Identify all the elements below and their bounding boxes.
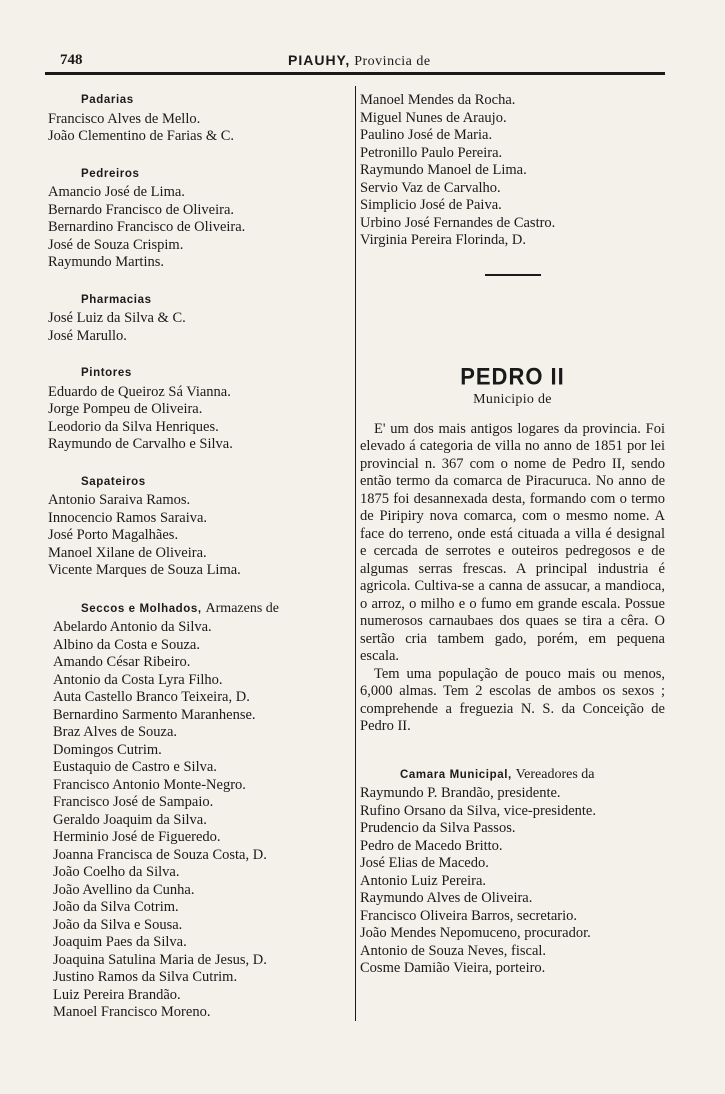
section-2 (48, 292, 348, 346)
list-item: Joaquim Paes da Silva. (53, 934, 187, 950)
section-3 (48, 365, 348, 454)
list-item: Bernardo Francisco de Oliveira. (48, 201, 235, 218)
list-item: Francisco José de Sampaio. (53, 794, 214, 810)
list-item: Braz Alves de Souza. (53, 724, 178, 740)
list-item: Antonio de Souza Neves, fiscal. (360, 942, 547, 959)
list-item: Eduardo de Queiroz Sá Vianna. (48, 383, 231, 400)
left-column (48, 92, 348, 1042)
list-item: José Luiz da Silva & C. (48, 310, 186, 326)
section-heading (48, 166, 348, 184)
section-heading-label: Pharmacias (81, 293, 152, 306)
list-item: Bernardino Francisco de Oliveira. (48, 219, 246, 235)
list-item: Servio Vaz de Carvalho. (360, 179, 501, 196)
list-item: Vicente Marques de Souza Lima. (48, 562, 241, 578)
list-item: Jorge Pompeu de Oliveira. (48, 401, 203, 417)
section-heading-label: Padarias (81, 94, 134, 106)
list-item: Amancio José de Lima. (48, 184, 185, 200)
list-item: Joanna Francisca de Souza Costa, D. (53, 846, 267, 863)
list-item: Luiz Pereira Brandão. (53, 986, 181, 1003)
list-item: Antonio Saraiva Ramos. (48, 492, 191, 508)
list-item: Francisco Oliveira Barros, secretario. (360, 907, 578, 924)
section-heading-label: Seccos e Molhados, (81, 602, 202, 615)
section-heading (48, 365, 348, 383)
list-item: Geraldo Joaquim da Silva. (53, 811, 207, 828)
section-4 (48, 474, 348, 580)
running-title-province: PIAUHY, (288, 52, 351, 68)
list-item: João Coelho da Silva. (53, 864, 180, 880)
list-item: Raymundo de Carvalho e Silva. (48, 436, 233, 452)
list-item: Manoel Xilane de Oliveira. (48, 544, 207, 561)
list-item: Pedro de Macedo Britto. (360, 837, 503, 854)
list-item: João Avellino da Cunha. (53, 881, 195, 898)
list-item: João Mendes Nepomuceno, procurador. (360, 925, 591, 941)
camara-section (360, 766, 665, 978)
section-heading (48, 474, 348, 492)
list-item: Raymundo Alves de Oliveira. (360, 890, 533, 906)
list-item: Amando César Ribeiro. (53, 654, 191, 670)
list-item: Eustaquio de Castro e Silva. (53, 759, 217, 775)
header-rule (45, 72, 665, 75)
section-heading-label: Pedreiros (81, 167, 140, 180)
town-subtitle: Municipio de (473, 392, 552, 407)
section-heading-label: Sapateiros (81, 475, 146, 488)
description-paragraph-2: Tem uma população de pouco mais ou menos, 6,000 almas. Tem 2 escolas de ambos os sexos ; comprehende a freguezia N. S. da Conceição de Pedro II. (360, 665, 665, 734)
section-separator (485, 274, 541, 276)
camara-heading-tail: Vereadores da (515, 766, 595, 782)
town-title: PEDRO II (460, 362, 565, 390)
list-item: Petronillo Paulo Pereira. (360, 144, 503, 161)
town-description (360, 421, 665, 736)
list-item: Antonio Luiz Pereira. (360, 872, 487, 889)
section-heading (48, 292, 348, 310)
page-header (60, 50, 665, 72)
list-item: Cosme Damião Vieira, porteiro. (360, 960, 546, 976)
list-item: José Porto Magalhães. (48, 527, 179, 543)
list-item: Francisco Alves de Mello. (48, 110, 201, 127)
list-item: Antonio da Costa Lyra Filho. (53, 671, 223, 688)
list-item: João Clementino de Farias & C. (48, 128, 235, 144)
continued-list (360, 92, 665, 250)
running-title (288, 52, 431, 70)
list-item: Manoel Francisco Moreno. (53, 1004, 211, 1020)
list-item: Raymundo Martins. (48, 254, 164, 270)
list-item: Innocencio Ramos Saraiva. (48, 509, 208, 526)
section-0 (48, 92, 348, 146)
list-item: Raymundo Manoel de Lima. (360, 162, 527, 178)
list-item: Miguel Nunes de Araujo. (360, 109, 507, 126)
section-1 (48, 166, 348, 272)
description-paragraph-1: E' um dos mais antigos logares da provincia. Foi elevado á categoria de villa no anno de 1851 por lei provincial n. 367 com o nome de Pedro II, sendo então termo da comarca de Piracuruca. No anno de 1875 foi desannexada desta, formando com o termo de Piripiry nova comarca, com o mesmo nome. A face do terreno, onde está cituada a villa é designal e cercada de serrotes e outeiros pedregosos e de algumas serras frescas. A principal industria é agricola. Cultiva-se a canna de assucar, a mandioca, o arroz, o milho e o fumo em grande escala. Possue numerosos carnaubaes dos quaes se tira a cêra. O sertão cria tambem gado, porém, em pequena escala. (360, 420, 665, 664)
list-item: Simplicio José de Paiva. (360, 197, 502, 213)
page-number: 748 (60, 52, 83, 68)
list-item: Urbino José Fernandes de Castro. (360, 214, 556, 231)
list-item: Domingos Cutrim. (53, 741, 162, 758)
running-title-rest: Provincia de (354, 54, 431, 69)
list-item: Rufino Orsano da Silva, vice-presidente. (360, 802, 596, 819)
list-item: Francisco Antonio Monte-Negro. (53, 776, 246, 793)
list-item: Joaquina Satulina Maria de Jesus, D. (53, 951, 267, 968)
list-item: Albino da Costa e Souza. (53, 636, 200, 653)
list-item: João da Silva e Sousa. (53, 916, 183, 933)
camara-heading (360, 766, 665, 785)
list-item: Bernardino Sarmento Maranhense. (53, 706, 256, 723)
camara-heading-label: Camara Municipal, (400, 768, 512, 781)
list-item: Manoel Mendes da Rocha. (360, 92, 516, 108)
list-item: João da Silva Cotrim. (53, 899, 179, 915)
list-item: Raymundo P. Brandão, presidente. (360, 785, 561, 801)
list-item: Virginia Pereira Florinda, D. (360, 232, 526, 248)
list-item: Prudencio da Silva Passos. (360, 820, 516, 836)
section-5 (48, 600, 348, 1022)
list-item: Auta Castello Branco Teixeira, D. (53, 689, 250, 705)
column-divider (355, 86, 356, 1021)
list-item: José de Souza Crispim. (48, 236, 184, 253)
section-heading-tail: Armazens de (205, 600, 279, 616)
list-item: José Marullo. (48, 327, 127, 344)
list-item: Leodorio da Silva Henriques. (48, 418, 219, 435)
section-heading (48, 92, 348, 110)
section-heading (48, 600, 348, 619)
list-item: Herminio José de Figueredo. (53, 829, 221, 845)
list-item: Abelardo Antonio da Silva. (53, 619, 212, 635)
right-column (360, 92, 665, 978)
list-item: Justino Ramos da Silva Cutrim. (53, 969, 238, 985)
section-heading-label: Pintores (81, 367, 132, 379)
list-item: José Elias de Macedo. (360, 855, 489, 871)
list-item: Paulino José de Maria. (360, 127, 493, 143)
camara-list (360, 785, 665, 978)
